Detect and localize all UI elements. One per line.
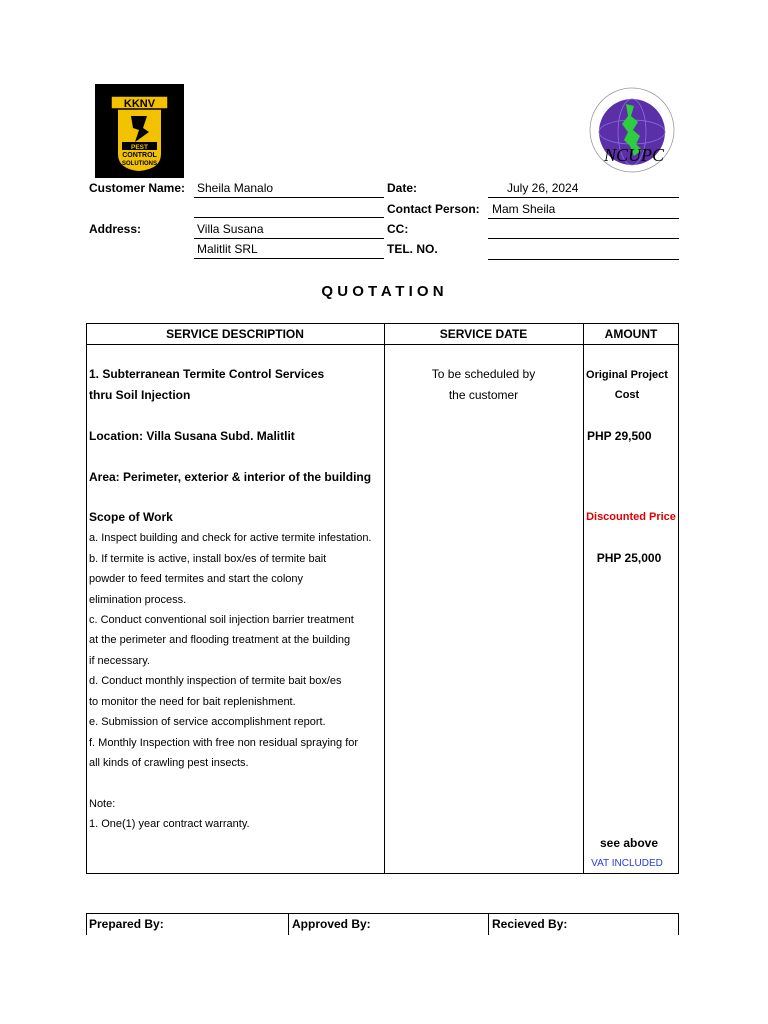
note-line: 1. One(1) year contract warranty. [89,818,250,830]
discount-label: Discounted Price [586,511,676,523]
ncupc-logo-graphic [584,86,680,176]
service-date-line-2: the customer [448,388,519,402]
signature-table [86,913,679,935]
scope-line: a. Inspect building and check for active termite infestation. [89,532,372,544]
customer-name-value: Sheila Manalo [197,181,274,195]
contact-person-underline [488,218,679,219]
service-area: Area: Perimeter, exterior & interior of the building [89,470,372,484]
signature-divider-1 [288,913,289,935]
ncupc-logo [584,86,680,176]
tel-label: TEL. NO. [387,242,438,256]
service-title-line-2: thru Soil Injection [89,388,191,402]
kknv-logo-graphic [95,84,184,178]
date-label: Date: [387,181,418,195]
prepared-by-label: Prepared By: [89,917,164,931]
header-service-description: SERVICE DESCRIPTION [166,327,304,341]
header-service-date: SERVICE DATE [439,327,528,341]
table-column-divider-1 [384,323,385,874]
customer-name-underline [194,197,384,198]
scope-line: all kinds of crawling pest insects. [89,757,249,769]
scope-line: c. Conduct conventional soil injection barrier treatment [89,614,354,626]
table-header-divider [86,344,679,345]
vat-included-text: VAT INCLUDED [591,858,663,869]
header-amount: AMOUNT [604,327,658,341]
see-above-text: see above [599,836,659,850]
kknv-logo-control-text: CONTROL [122,152,157,159]
date-value: July 26, 2024 [507,181,579,195]
table-column-divider-2 [583,323,584,874]
address-line-2: Malitlit SRL [197,242,258,256]
scope-line: f. Monthly Inspection with free non residual spraying for [89,737,359,749]
scope-line: e. Submission of service accomplishment report. [89,716,326,728]
scope-line: b. If termite is active, install box/es of termite bait [89,553,327,565]
address-underline-2 [194,258,384,259]
service-title-line-1: 1. Subterranean Termite Control Services [89,367,325,381]
approved-by-label: Approved By: [292,917,371,931]
service-location: Location: Villa Susana Subd. Malitlit [89,429,295,443]
contact-person-label: Contact Person: [387,202,480,216]
address-underline-1 [194,238,384,239]
note-heading: Note: [89,798,116,810]
received-by-label: Recieved By: [492,917,568,931]
contact-person-value: Mam Sheila [492,202,556,216]
kknv-logo [95,84,184,178]
scope-line: powder to feed termites and start the colony [89,573,304,585]
scope-line: elimination process. [89,594,187,606]
customer-name-label: Customer Name: [89,181,186,195]
cc-underline [488,238,679,239]
address-line-1: Villa Susana [197,222,264,236]
quotation-title: Q U O T A T I O N [321,283,444,300]
service-date-line-1: To be scheduled by [431,367,536,381]
customer-name-second-underline [194,217,384,218]
original-price: PHP 29,500 [587,429,652,443]
scope-line: at the perimeter and flooding treatment at the building [89,634,351,646]
kknv-logo-text: KKNV [123,98,156,110]
tel-underline [488,259,679,260]
scope-line: to monitor the need for bait replenishment. [89,696,296,708]
ncupc-logo-text: NCUPC [603,145,665,165]
date-underline [488,197,679,198]
discounted-price: PHP 25,000 [596,551,662,565]
original-cost-label-line-1: Original Project [586,369,668,381]
signature-divider-2 [488,913,489,935]
scope-heading: Scope of Work [89,510,173,524]
scope-line: if necessary. [89,655,150,667]
kknv-logo-solutions-text: SOLUTIONS [121,161,158,167]
original-cost-label-line-2: Cost [614,389,640,401]
kknv-logo-pest-text: PEST [131,144,148,151]
address-label: Address: [89,222,142,236]
scope-line: d. Conduct monthly inspection of termite bait box/es [89,675,342,687]
cc-label: CC: [387,222,409,236]
